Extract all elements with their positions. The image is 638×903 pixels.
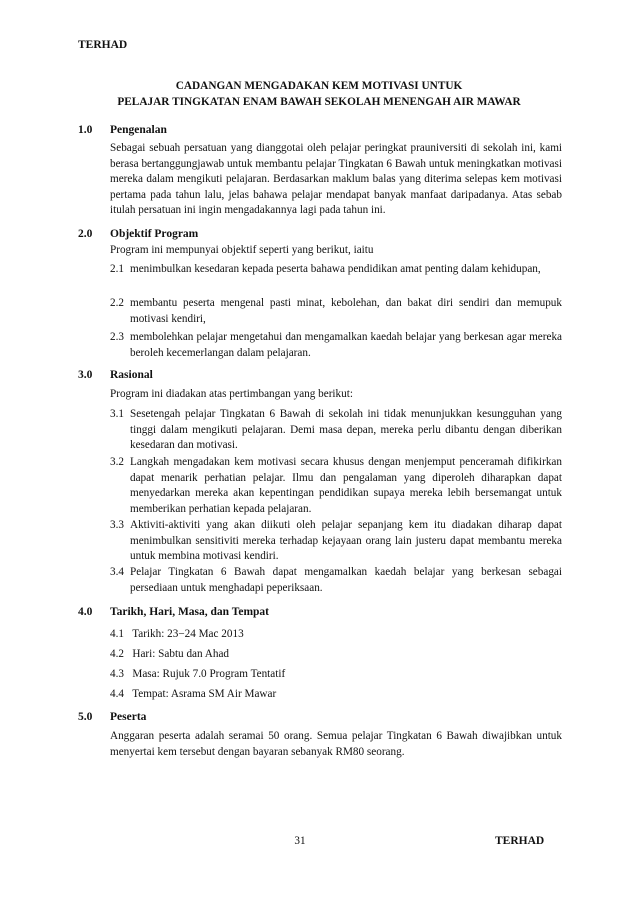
objective-item bbox=[110, 330, 562, 361]
section-3-number: 3.0 bbox=[78, 369, 93, 381]
section-2-intro: Program ini mempunyai objektif seperti yang berikut, iaitu bbox=[110, 244, 374, 256]
rationale-item-number: 3.1 bbox=[110, 408, 124, 420]
rationale-item bbox=[110, 565, 562, 596]
objective-item-text: membantu peserta mengenal pasti minat, kebolehan, dan bakat diri sendiri dan memupuk motivasi kendiri, bbox=[130, 297, 562, 325]
section-3-intro: Program ini diadakan atas pertimbangan yang berikut: bbox=[110, 388, 353, 400]
rationale-item-number: 3.3 bbox=[110, 519, 124, 531]
schedule-item-number: 4.2 bbox=[110, 648, 124, 660]
schedule-item-text: Hari: Sabtu dan Ahad bbox=[132, 648, 230, 660]
schedule-item-text: Tempat: Asrama SM Air Mawar bbox=[132, 688, 277, 700]
document-title-line1: CADANGAN MENGADAKAN KEM MOTIVASI UNTUK bbox=[175, 80, 463, 92]
schedule-item bbox=[110, 647, 229, 663]
objective-item-text: menimbulkan kesedaran kepada peserta bahawa pendidikan amat penting dalam kehidupan, bbox=[130, 263, 541, 275]
schedule-item-text: Masa: Rujuk 7.0 Program Tentatif bbox=[132, 668, 286, 680]
rationale-item-text: Langkah mengadakan kem motivasi secara khusus dengan menjemput penceramah difikirkan dapat menarik perhatian pelajar. Ilmu dan pengalaman yang diperoleh diharapkan dapat menyedarkan mereka akan kepentingan pendidikan supaya mereka lebih bersemangat untuk memberikan perhatian kepada pelajaran. bbox=[130, 456, 562, 515]
section-1-number: 1.0 bbox=[78, 124, 93, 136]
page-number: 31 bbox=[294, 835, 306, 847]
section-3-heading: Rasional bbox=[110, 369, 153, 381]
rationale-item-text: Pelajar Tingkatan 6 Bawah dapat mengamalkan kaedah belajar yang berkesan sebagai persediaan untuk menghadapi peperiksaan. bbox=[130, 566, 562, 594]
objective-item-text: membolehkan pelajar mengetahui dan mengamalkan kaedah belajar yang berkesan agar mereka beroleh kecemerlangan dalam pelajaran. bbox=[130, 331, 562, 359]
schedule-item bbox=[110, 687, 276, 703]
objective-item-number: 2.1 bbox=[110, 263, 124, 275]
schedule-item-number: 4.4 bbox=[110, 688, 124, 700]
section-5-paragraph: Anggaran peserta adalah seramai 50 orang. Semua pelajar Tingkatan 6 Bawah diwajibkan untuk menyertai kem tersebut dengan bayaran sebanyak RM80 seorang. bbox=[110, 730, 562, 758]
objective-item-number: 2.2 bbox=[110, 297, 124, 309]
section-2-heading: Objektif Program bbox=[110, 228, 199, 240]
section-4-number: 4.0 bbox=[78, 606, 93, 618]
header-classification: TERHAD bbox=[78, 39, 128, 51]
rationale-item bbox=[110, 455, 562, 517]
rationale-item bbox=[110, 518, 562, 565]
section-4-heading: Tarikh, Hari, Masa, dan Tempat bbox=[110, 606, 270, 618]
rationale-item-number: 3.2 bbox=[110, 456, 124, 468]
schedule-item-text: Tarikh: 23−24 Mac 2013 bbox=[132, 628, 244, 640]
section-2-number: 2.0 bbox=[78, 228, 93, 240]
rationale-item-number: 3.4 bbox=[110, 566, 124, 578]
rationale-item-text: Aktiviti-aktiviti yang akan diikuti oleh pelajar sepanjang kem itu diadakan diharap dapat menimbulkan sensitiviti mereka terhadap kejayaan orang lain justeru dapat membantu mereka untuk membina motivasi kendiri. bbox=[130, 519, 562, 562]
schedule-item-number: 4.1 bbox=[110, 628, 124, 640]
rationale-item bbox=[110, 407, 562, 454]
rationale-item-text: Sesetengah pelajar Tingkatan 6 Bawah di sekolah ini tidak menunjukkan kesungguhan yang tinggi dalam mengikuti pelajaran. Demi masa depan, mereka perlu dibantu dengan diberikan kesedaran dan motivasi. bbox=[130, 408, 562, 451]
objective-item-number: 2.3 bbox=[110, 331, 124, 343]
section-5-heading: Peserta bbox=[110, 711, 147, 723]
objective-item bbox=[110, 262, 562, 278]
section-5-number: 5.0 bbox=[78, 711, 93, 723]
schedule-item bbox=[110, 627, 244, 643]
schedule-item bbox=[110, 667, 285, 683]
objective-item bbox=[110, 296, 562, 327]
schedule-item-number: 4.3 bbox=[110, 668, 124, 680]
section-1-paragraph: Sebagai sebuah persatuan yang dianggotai oleh pelajar peringkat prauniversiti di sekolah ini, kami berasa bertanggungjawab untuk membantu pelajar Tingkatan 6 Bawah untuk meningkatkan motivasi mereka dalam mengikuti pelajaran. Berdasarkan maklum balas yang diterima selepas kem motivasi pertama pada tahun lalu, jelas bahawa pelajar mendapat banyak manfaat daripadanya. Atas sebab itulah persatuan ini ingin mengadakannya lagi pada tahun ini. bbox=[110, 142, 562, 216]
footer-classification: TERHAD bbox=[495, 835, 545, 847]
document-title-line2: PELAJAR TINGKATAN ENAM BAWAH SEKOLAH MENENGAH AIR MAWAR bbox=[117, 96, 521, 108]
section-1-heading: Pengenalan bbox=[110, 124, 167, 136]
